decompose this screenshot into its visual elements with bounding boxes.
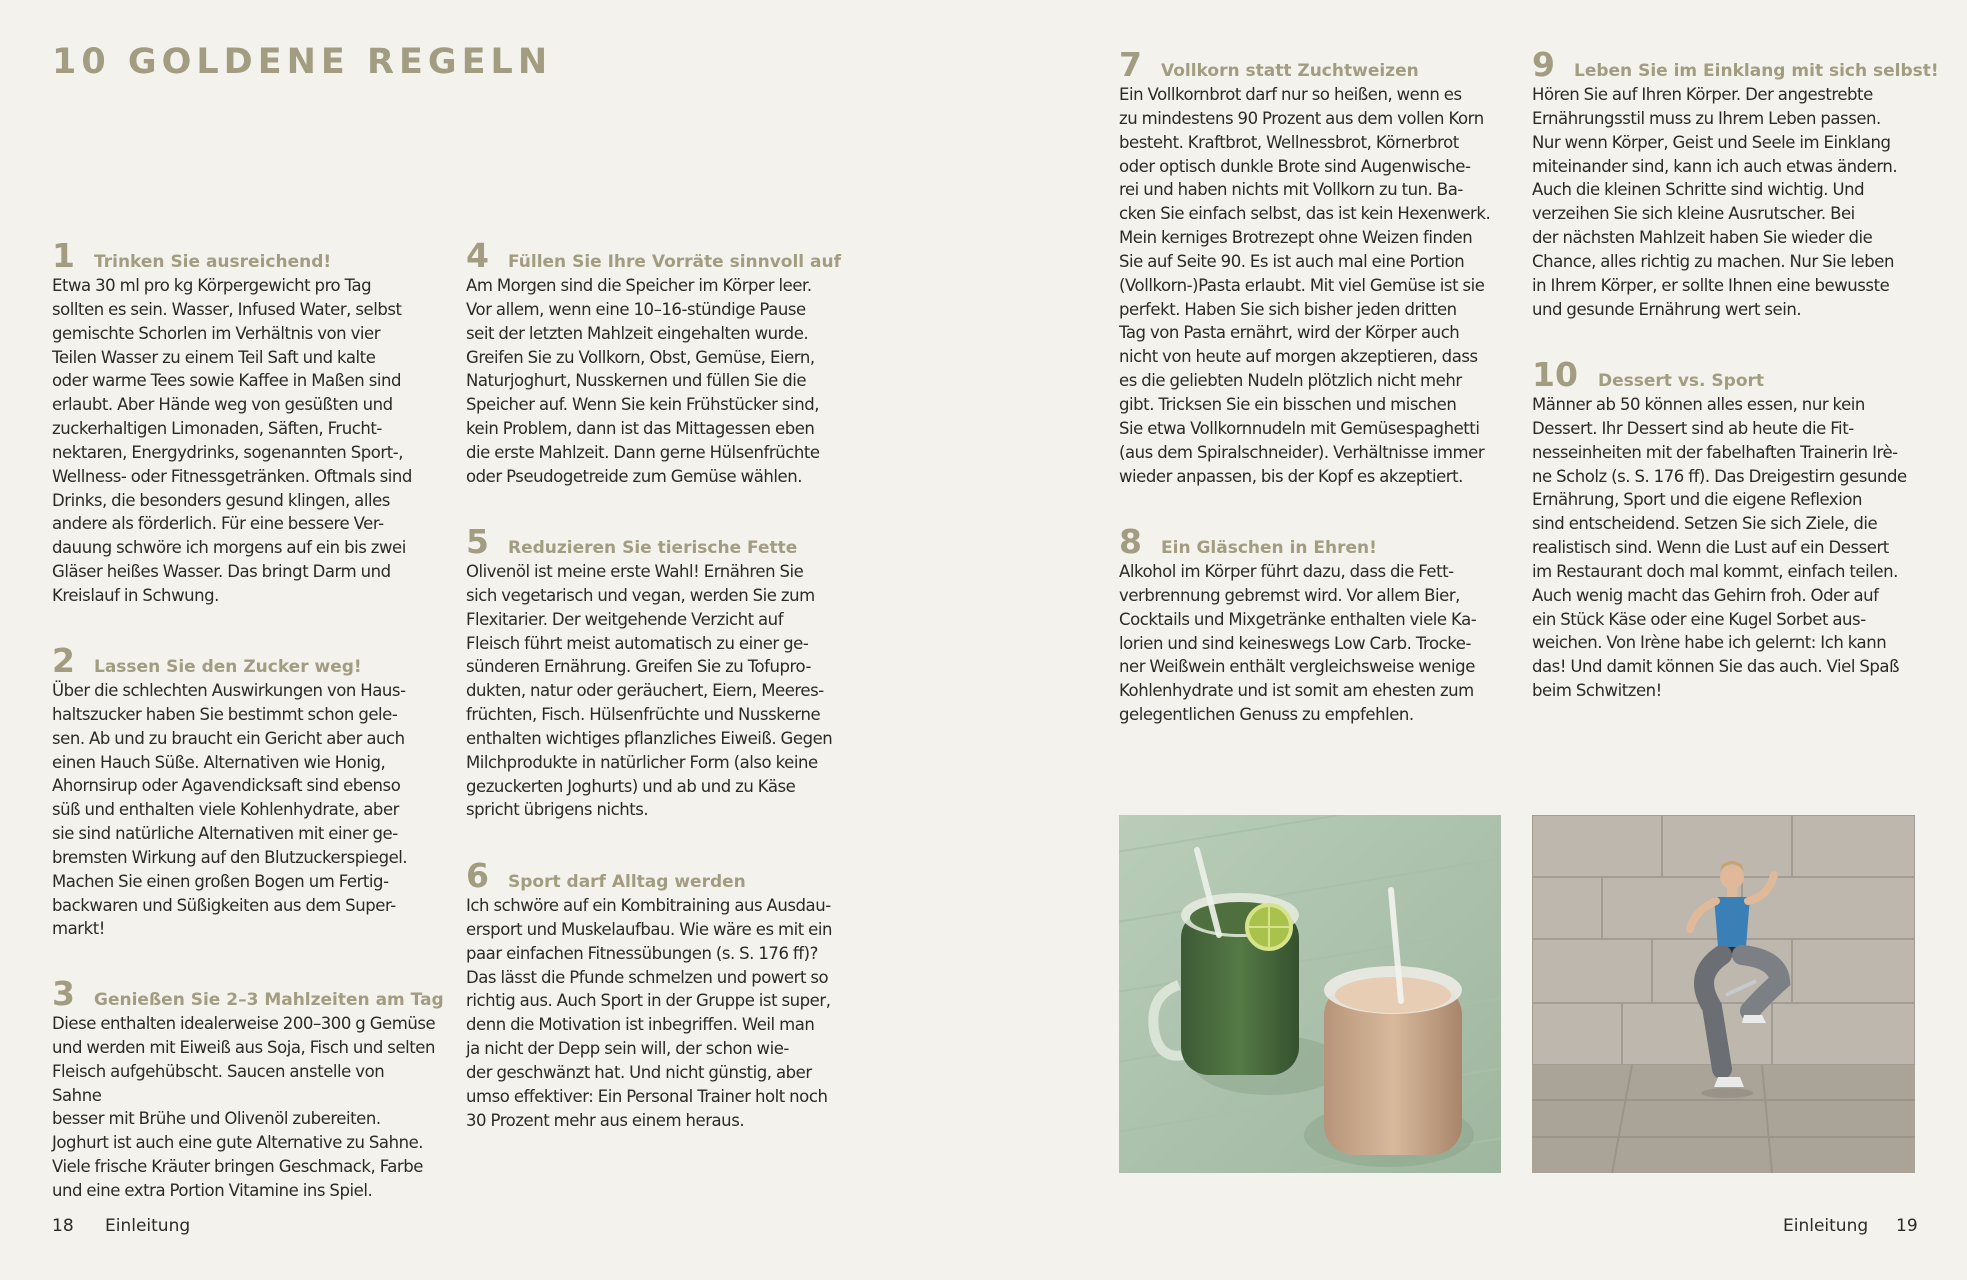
rule-6 [466, 858, 851, 1132]
rule-7 [1119, 47, 1504, 488]
rule-number: 1 [52, 236, 75, 275]
rule-text: Diese enthalten idealerweise 200–300 g Gemüse und werden mit Eiweiß aus Soja, Fisch und selten Fleisch aufgehübscht. Saucen anstelle von Sahne besser mit Brühe und Olivenöl zubereiten. Joghurt ist auch eine gute Alternative zu Sahne. Viele frische Kräuter bringen Geschmack, Farbe und eine extra Portion Vitamine ins Spiel. [52, 1014, 436, 1200]
rule-title: Ein Gläschen in Ehren! [1161, 538, 1377, 558]
rule-heading [466, 238, 851, 274]
rule-title: Genießen Sie 2–3 Mahlzeiten am Tag [94, 990, 444, 1010]
left-section-name: Einleitung [105, 1216, 191, 1236]
rule-number: 5 [466, 522, 489, 561]
rule-heading [52, 974, 444, 1013]
rule-title: Reduzieren Sie tierische Fette [508, 538, 798, 558]
rule-text: Etwa 30 ml pro kg Körpergewicht pro Tag sollten es sein. Wasser, Infused Water, selbst gemischte Schorlen im Verhältnis von vier Teilen Wasser zu einem Teil Saft und kalte oder warme Tees sowie Kaffee in Maßen sind erlaubt. Aber Hände weg von gesüßten und zuckerhaltigen Limonaden, Säften, Frucht- nektaren, Energydrinks, sogenannten Sport-, Wellness- oder Fitnessgetränken. Oftmals sind Drinks, die besonders gesund klingen, alles andere als förderlich. Für eine bessere Ver- dauung schwöre ich morgens auf ein bis zwei Gläser heißes Wasser. Das bringt Darm und Kreislauf in Schwung. [52, 276, 412, 605]
smoothie-illustration [1119, 815, 1501, 1173]
rule-title: Vollkorn statt Zuchtweizen [1161, 61, 1419, 81]
rule-number: 2 [52, 641, 75, 680]
rule-text: Männer ab 50 können alles essen, nur kein Dessert. Ihr Dessert sind ab heute die Fit- nesseinheiten mit der fabelhaften Trainerin Irè- ne Scholz (s. S. 176 ff). Das Dreigestirn gesunde Ernährung, Sport und die eigene Reflexion sind entscheidend. Setzen Sie sich Ziele, die realistisch sind. Wenn die Lust auf ein Dessert im Restaurant doch mal kommt, einfach teilen. Auch wenig macht das Gehirn froh. Oder auf ein Stück Käse oder eine Kugel Sorbet aus- weichen. Von Irène habe ich gelernt: Ich kann das! Und damit können Sie das auch. Viel Spaß beim Schwitzen! [1532, 395, 1907, 701]
rule-number: 7 [1119, 45, 1142, 84]
rule-heading [1532, 357, 1917, 393]
rule-text: Hören Sie auf Ihren Körper. Der angestrebte Ernährungsstil muss zu Ihrem Leben passen. Nur wenn Körper, Geist und Seele im Einklang miteinander sind, kann ich auch etwas ändern. Auch die kleinen Schritte sind wichtig. Und verzeihen Sie sich kleine Ausrutscher. Bei der nächsten Mahlzeit haben Sie wieder die Chance, alles richtig zu machen. Nur Sie leben in Ihrem Körper, er sollte Ihnen eine bewusste und gesunde Ernährung wert sein. [1532, 85, 1898, 319]
rule-title: Sport darf Alltag werden [508, 872, 746, 892]
rule-8 [1119, 524, 1504, 727]
left-page-number: 18 [52, 1216, 74, 1236]
rule-heading [1119, 47, 1504, 83]
rule-number: 6 [466, 856, 489, 895]
rule-heading [52, 643, 437, 679]
rule-title: Füllen Sie Ihre Vorräte sinnvoll auf [508, 252, 842, 272]
rule-4 [466, 238, 851, 489]
rule-title: Lassen Sie den Zucker weg! [94, 657, 362, 677]
rule-3 [52, 974, 444, 1203]
rule-text: Olivenöl ist meine erste Wahl! Ernähren Sie sich vegetarisch und vegan, werden Sie zum Flexitarier. Der weitgehende Verzicht auf Fleisch führt meist automatisch zu einer ge- sünderen Ernährung. Greifen Sie zu Tofupro- dukten, natur oder geräuchert, Eiern, Meeres- früchten, Fisch. Hülsenfrüchte und Nusskerne enthalten wichtiges pflanzliches Eiweiß. Gegen Milchprodukte in natürlicher Form (also keine gezuckerten Joghurts) und ab und zu Käse spricht übrigens nichts. [466, 562, 833, 820]
rule-title: Trinken Sie ausreichend! [94, 252, 332, 272]
right-section-name: Einleitung [1783, 1216, 1869, 1236]
rule-text: Am Morgen sind die Speicher im Körper leer. Vor allem, wenn eine 10–16-stündige Pause seit der letzten Mahlzeit eingehalten wurde. Greifen Sie zu Vollkorn, Obst, Gemüse, Eiern, Naturjoghurt, Nusskernen und füllen Sie die Speicher auf. Wenn Sie kein Frühstücker sind, kein Problem, dann ist das Mittagessen eben die erste Mahlzeit. Dann gerne Hülsenfrüchte oder Pseudogetreide zum Gemüse wählen. [466, 276, 820, 486]
rule-text: Über die schlechten Auswirkungen von Haus- haltszucker haben Sie bestimmt schon gele- sen. Ab und zu braucht ein Gericht aber auch einen Hauch Süße. Alternativen wie Honig, Ahornsirup oder Agavendicksaft sind ebenso süß und enthalten viele Kohlenhydrate, aber sie sind natürliche Alternativen mit einer ge- bremsten Wirkung auf den Blutzuckerspiegel. Machen Sie einen großen Bogen um Fertig- backwaren und Süßigkeiten aus dem Super- markt! [52, 681, 408, 939]
rule-2 [52, 643, 437, 941]
fitness-photo [1532, 815, 1915, 1173]
rule-heading [466, 524, 851, 560]
rule-9 [1532, 45, 1939, 321]
fitness-illustration [1532, 815, 1915, 1173]
rule-number: 4 [466, 236, 489, 275]
rule-text: Alkohol im Körper führt dazu, dass die Fett- verbrennung gebremst wird. Vor allem Bier, Cocktails und Mixgetränke enthalten viele Ka- lorien und sind keineswegs Low Carb. Trocke- ner Weißwein enthält vergleichsweise wenige Kohlenhydrate und ist somit am ehesten zum gelegentlichen Genuss zu empfehlen. [1119, 562, 1477, 725]
rule-number: 8 [1119, 522, 1142, 561]
rule-title: Leben Sie im Einklang mit sich selbst! [1574, 61, 1939, 81]
rule-number: 10 [1532, 355, 1578, 394]
rule-10 [1532, 357, 1917, 703]
rule-title: Dessert vs. Sport [1598, 371, 1765, 391]
rule-heading [52, 238, 437, 274]
smoothie-photo [1119, 815, 1501, 1173]
rule-text: Ich schwöre auf ein Kombitraining aus Ausdau- ersport und Muskelaufbau. Wie wäre es mit ein paar einfachen Fitnessübungen (s. S. 176 ff)? Das lässt die Pfunde schmelzen und powert so richtig aus. Auch Sport in der Gruppe ist super, denn die Motivation ist inbegriffen. Weil man ja nicht der Depp sein will, der schon wie- der geschwänzt hat. Und nicht günstig, aber umso effektiver: Ein Personal Trainer holt noch 30 Prozent mehr aus einem heraus. [466, 896, 832, 1130]
rule-heading [466, 858, 851, 894]
rule-number: 9 [1532, 45, 1555, 84]
right-page-number: 19 [1896, 1216, 1918, 1236]
rule-text: Ein Vollkornbrot darf nur so heißen, wenn es zu mindestens 90 Prozent aus dem vollen Korn besteht. Kraftbrot, Wellnessbrot, Körnerbrot oder optisch dunkle Brote sind Augenwische- rei und haben nichts mit Vollkorn zu tun. Ba- cken Sie einfach selbst, das ist kein Hexenwerk. Mein kerniges Brotrezept ohne Weizen finden Sie auf Seite 90. Es ist auch mal eine Portion (Vollkorn-)Pasta erlaubt. Mit viel Gemüse ist sie perfekt. Haben Sie sich bisher jeden dritten Tag von Pasta ernährt, wird der Körper auch nicht von heute auf morgen akzeptieren, dass es die geliebten Nudeln plötzlich nicht mehr gibt. Tricksen Sie ein bisschen und mischen Sie etwa Vollkornnudeln mit Gemüsespaghetti (aus dem Spiralschneider). Verhältnisse immer wieder anpassen, bis der Kopf es akzeptiert. [1119, 85, 1491, 486]
rule-heading [1119, 524, 1504, 560]
page-title: 10 GOLDENE REGELN [52, 42, 553, 82]
rule-heading [1532, 45, 1939, 84]
rule-number: 3 [52, 974, 75, 1013]
rule-1 [52, 238, 437, 608]
rule-5 [466, 524, 851, 822]
